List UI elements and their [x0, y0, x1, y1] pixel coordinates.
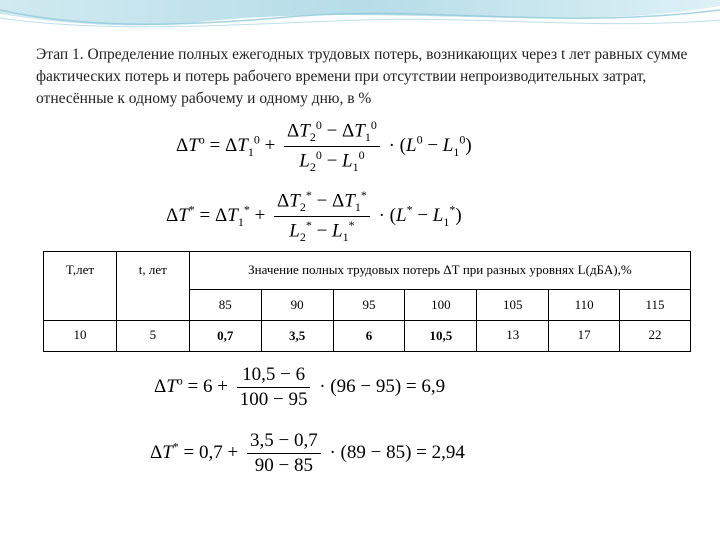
- level-95: 95: [333, 290, 405, 321]
- header-t-years: t, лет: [116, 252, 189, 321]
- losses-table: [43, 251, 691, 352]
- calc1-num: 10,5 − 6: [237, 364, 311, 388]
- calc2-num: 3,5 − 0,7: [247, 430, 321, 454]
- formula-delta-t-zero: $\Delta T^o = \Delta T_1^0$ + $\frac{\Delta T_2^0 - \Delta T_1^0}{L_2^0 - L_1^0}$ · $(L^0 - L_1^0)$: [176, 118, 472, 175]
- header-T-years: T,лет: [44, 252, 117, 321]
- calc1-a: 6: [203, 375, 213, 397]
- level-105: 105: [477, 290, 549, 321]
- header-wave-decoration: [0, 0, 720, 40]
- value-90: 3,5: [261, 321, 333, 352]
- calc-delta-t-star: ΔT* = 0,7 + $\frac{3,5 - 0,7}{90 - 85}$ · (89 − 85) = 2,94: [150, 430, 465, 476]
- value-115: 22: [620, 321, 691, 352]
- header-value: Значение полных трудовых потерь ΔТ при разных уровнях L(дБА),%: [189, 252, 690, 290]
- row-t-value: 5: [116, 321, 189, 352]
- row-T-value: 10: [44, 321, 117, 352]
- calc2-a: 0,7: [199, 441, 223, 463]
- level-100: 100: [405, 290, 477, 321]
- level-110: 110: [549, 290, 620, 321]
- calc2-den: 90 − 85: [254, 455, 313, 476]
- level-85: 85: [189, 290, 261, 321]
- calc-delta-t-zero: $\Delta T^o = 6$ + $\frac{10,5 - 6}{100 - 95}$ · (96 − 95) = 6,9: [154, 364, 446, 410]
- calc2-tail: (89 − 85) = 2,94: [340, 441, 465, 463]
- slide-title: Этап 1. Определение полных ежегодных трудовых потерь, возникающих через t лет равных сумме фактических потерь и потерь рабочего времени при отсутствии непроизводительных затрат, отнесённые к одному рабочему и одному дню, в %: [36, 46, 688, 107]
- value-85: 0,7: [189, 321, 261, 352]
- calc1-tail: (96 − 95) = 6,9: [330, 375, 446, 397]
- value-105: 13: [477, 321, 549, 352]
- value-100: 10,5: [405, 321, 477, 352]
- calc1-den: 100 − 95: [239, 389, 308, 410]
- level-90: 90: [261, 290, 333, 321]
- value-95: 6: [333, 321, 405, 352]
- level-115: 115: [620, 290, 691, 321]
- value-110: 17: [549, 321, 620, 352]
- formula-delta-t-star: $\Delta T^* = \Delta T_1^*$ + $\frac{\Delta T_2^* - \Delta T_1^*}{L_2^* - L_1^*}$ · $(L^* - L_1^*)$: [166, 188, 462, 245]
